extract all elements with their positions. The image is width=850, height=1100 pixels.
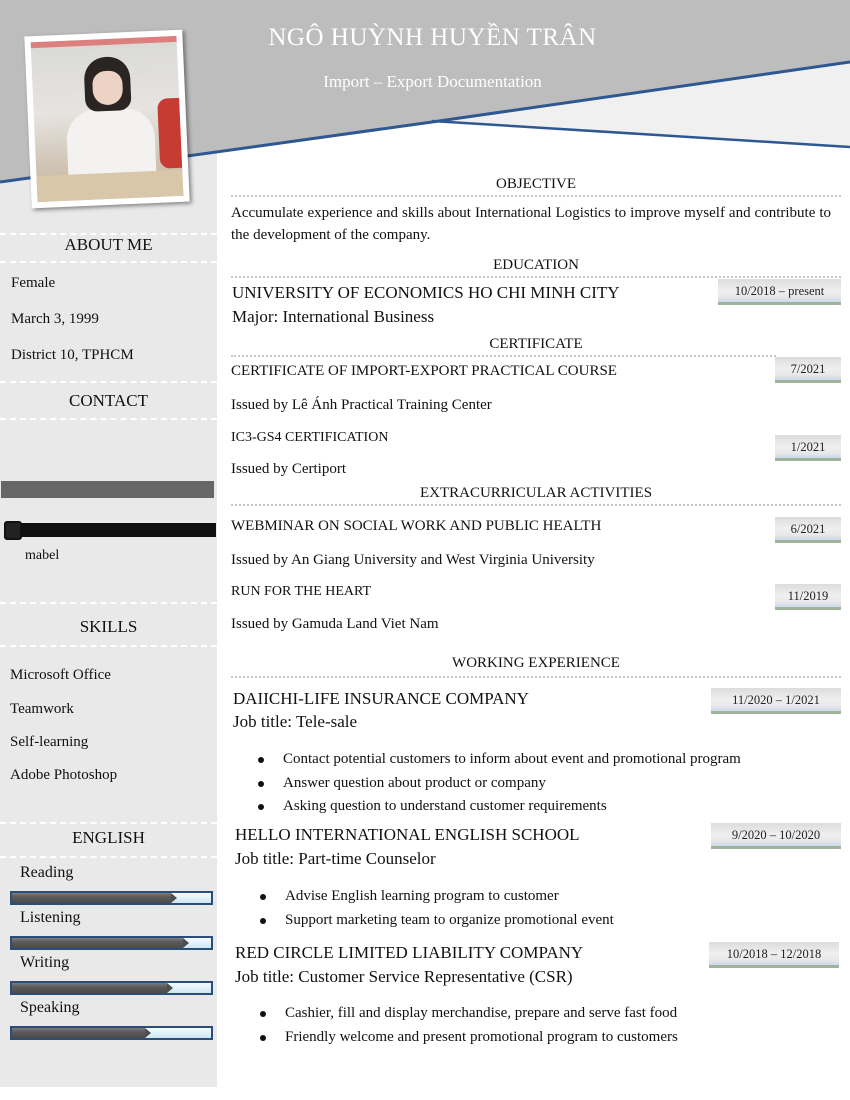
education-heading: EDUCATION [493,257,579,273]
candidate-title: Import – Export Documentation [323,72,542,91]
skills-heading: SKILLS [79,617,138,636]
job-company: HELLO INTERNATIONAL ENGLISH SCHOOL [235,825,580,844]
experience-heading: WORKING EXPERIENCE [452,655,620,671]
divider [0,418,217,420]
english-reading-bar [10,891,213,905]
job-duties [253,748,741,819]
certificate-title: IC3-GS4 CERTIFICATION [231,430,389,445]
contact-name-fragment: mabel [25,548,60,563]
divider [0,261,217,263]
job-title: Job title: Part-time Counselor [235,849,436,868]
redacted-contact-line [4,523,216,537]
objective-text: Accumulate experience and skills about International Logistics to improve myself and contribute to the development of the company. [231,205,831,243]
section-divider [231,676,841,678]
certificate-title: CERTIFICATE OF IMPORT-EXPORT PRACTICAL COURSE [231,363,617,379]
english-speaking-bar [10,1026,213,1040]
education-major: Major: International Business [232,307,435,326]
english-listening-bar [10,936,213,950]
section-divider [231,276,841,278]
section-divider [231,195,841,197]
english-heading: ENGLISH [72,828,145,847]
job-duties [255,885,614,932]
job-duty: Advise English learning program to customer [255,885,614,909]
job-duty: Asking question to understand customer requirements [253,795,741,819]
job-date: 9/2020 – 10/2020 [711,823,841,849]
certificate-issuer: Issued by Certiport [231,461,346,477]
about-heading: ABOUT ME [64,235,153,254]
divider [0,645,217,647]
job-duty: Answer question about product or company [253,772,741,796]
divider [0,822,217,824]
divider [0,856,217,858]
contact-icon [4,521,22,540]
candidate-name: NGÔ HUỲNH HUYỀN TRÂN [268,24,597,51]
section-divider [231,355,776,357]
photo-image [31,36,184,202]
skill-item: Adobe Photoshop [10,767,118,783]
about-location: District 10, TPHCM [11,347,134,363]
activity-date: 11/2019 [775,584,841,610]
about-birthdate: March 3, 1999 [11,311,99,327]
speaking-fill [12,1028,145,1038]
english-listening-label: Listening [20,909,81,926]
english-speaking-label: Speaking [20,999,80,1016]
certificate-issuer: Issued by Lê Ánh Practical Training Center [231,397,492,413]
certificate-heading: CERTIFICATE [489,336,583,352]
job-duties [255,1002,678,1049]
certificate-date: 7/2021 [775,357,841,383]
redacted-contact-line [1,481,214,498]
writing-fill [12,983,167,993]
english-reading-label: Reading [20,864,74,881]
english-writing-label: Writing [20,954,70,971]
certificate-date: 1/2021 [775,435,841,461]
divider [0,602,217,604]
job-duty: Friendly welcome and present promotional program to customers [255,1026,678,1050]
contact-heading: CONTACT [69,391,148,410]
job-date: 10/2018 – 12/2018 [709,942,839,968]
activity-issuer: Issued by An Giang University and West Virginia University [231,552,595,568]
job-company: RED CIRCLE LIMITED LIABILITY COMPANY [235,943,584,962]
skill-item: Teamwork [10,701,74,717]
job-duty: Cashier, fill and display merchandise, prepare and serve fast food [255,1002,678,1026]
job-title: Job title: Tele-sale [233,712,358,731]
education-date: 10/2018 – present [718,279,841,305]
divider [0,381,217,383]
job-date: 11/2020 – 1/2021 [711,688,841,714]
activity-date: 6/2021 [775,517,841,543]
about-gender: Female [11,275,56,291]
profile-photo [24,30,189,209]
activities-heading: EXTRACURRICULAR ACTIVITIES [419,485,653,501]
objective-heading: OBJECTIVE [496,176,576,192]
skill-item: Self-learning [10,734,89,750]
job-title: Job title: Customer Service Representative (CSR) [235,967,573,986]
education-school: UNIVERSITY OF ECONOMICS HO CHI MINH CITY [232,283,620,302]
job-company: DAIICHI-LIFE INSURANCE COMPANY [233,689,529,708]
job-duty: Support marketing team to organize promotional event [255,909,614,933]
activity-title: RUN FOR THE HEART [231,584,372,599]
activity-issuer: Issued by Gamuda Land Viet Nam [231,616,439,632]
skill-item: Microsoft Office [10,667,111,683]
reading-fill [12,893,171,903]
english-writing-bar [10,981,213,995]
job-duty: Contact potential customers to inform about event and promotional program [253,748,741,772]
section-divider [231,504,841,506]
activity-title: WEBMINAR ON SOCIAL WORK AND PUBLIC HEALTH [231,518,602,534]
listening-fill [12,938,183,948]
